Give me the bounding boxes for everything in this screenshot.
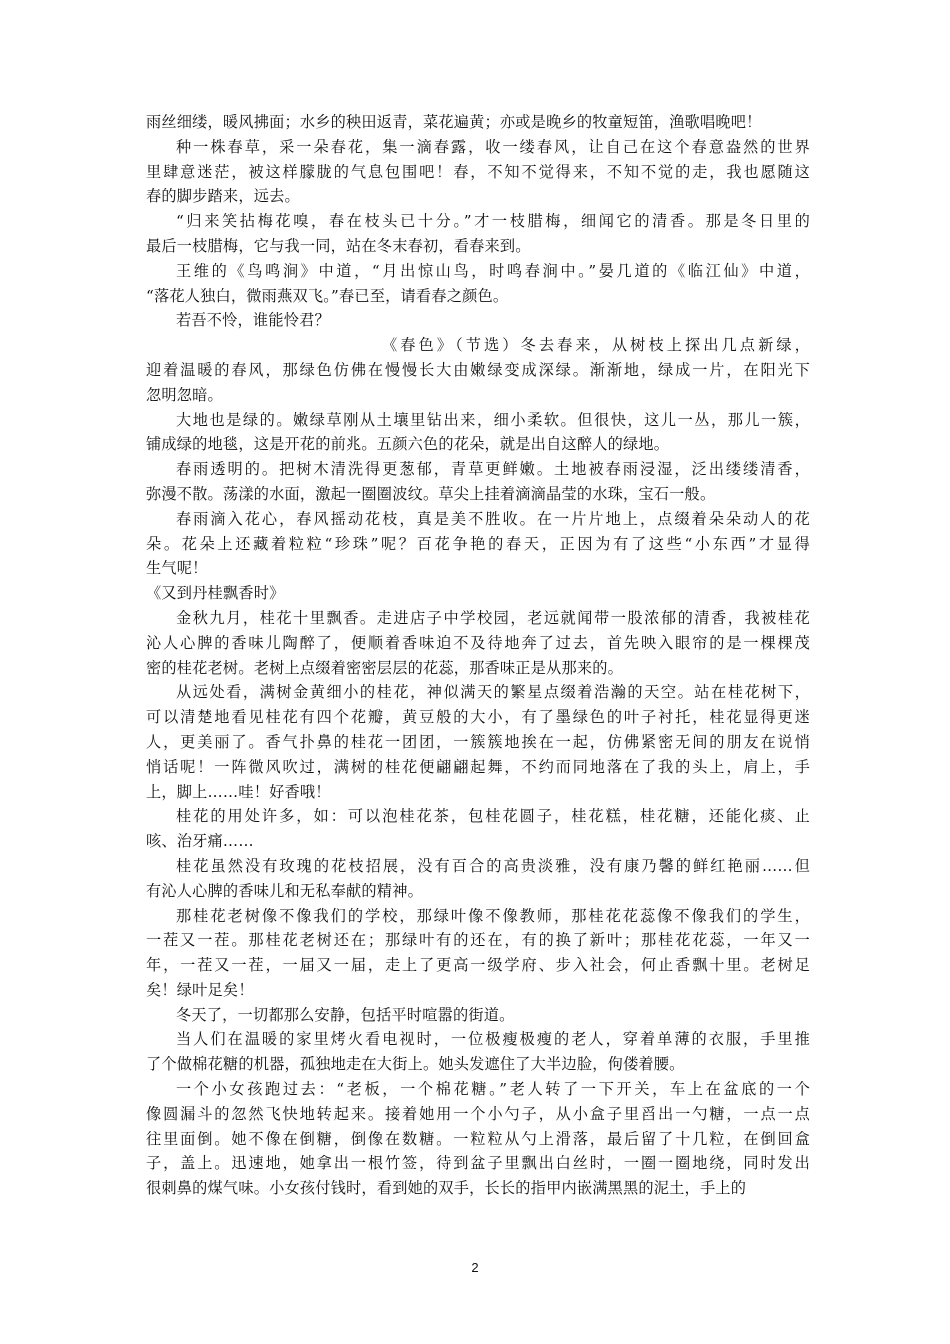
text-line: 弥漫不散。荡漾的水面，激起一圈圈波纹。草尖上挂着滴滴晶莹的水珠，宝石一般。 (146, 484, 716, 503)
text-line: 一个小女孩跑过去：“老板，一个棉花糖。”老人转了一下开关，车上在盆底的一个 (176, 1080, 810, 1099)
paragraph (146, 804, 810, 854)
text-line: 春的脚步踏来，远去。 (146, 187, 300, 206)
paragraph (146, 110, 810, 135)
paragraph (146, 135, 810, 209)
paragraph (146, 408, 810, 458)
paragraph (146, 209, 810, 259)
text-line: 咳、治牙痛…… (146, 832, 254, 851)
text-line: 密的桂花老树。老树上点缀着密密层层的花蕊，那香味正是从那来的。 (146, 658, 624, 677)
paragraph (146, 904, 810, 1003)
text-line: 有沁人心脾的香味儿和无私奉献的精神。 (146, 881, 423, 900)
text-line: 春雨滴入花心，春风摇动花枝，真是美不胜收。在一片片地上，点缀着朵朵动人的花 (176, 509, 810, 528)
text-line: 人，更美丽了。香气扑鼻的桂花一团团，一簇簇地挨在一起，仿佛紧密无间的朋友在说悄 (146, 732, 810, 751)
paragraph (146, 854, 810, 904)
paragraph (146, 680, 810, 804)
text-line: “落花人独白，微雨燕双飞。”春已至，请看春之颜色。 (146, 286, 509, 305)
text-line: 矣！绿叶足矣！ (146, 980, 254, 999)
text-line: 上，脚上……哇！好香哦！ (146, 782, 331, 801)
text-line: 从远处看，满树金黄细小的桂花，神似满天的繁星点缀着浩瀚的天空。站在桂花树下， (176, 683, 810, 702)
text-line: 当人们在温暖的家里烤火看电视时，一位极瘦极瘦的老人，穿着单薄的衣服，手里推 (176, 1030, 810, 1049)
text-line: 里肆意迷茫，被这样朦胧的气息包围吧！春，不知不觉得来，不知不觉的走，我也愿随这 (146, 162, 810, 181)
text-line: 那桂花老树像不像我们的学校，那绿叶像不像教师，那桂花花蕊像不像我们的学生， (176, 906, 810, 925)
paragraph (146, 1027, 810, 1077)
paragraph (146, 259, 810, 309)
text-line: 忽明忽暗。 (146, 385, 223, 404)
text-line: 王维的《鸟鸣涧》中道，“月出惊山鸟，时鸣春涧中。”晏几道的《临江仙》中道， (176, 261, 810, 280)
text-line: 《春色》（节选）冬去春来，从树枝上探出几点新绿， (382, 336, 810, 355)
paragraph (146, 308, 810, 333)
section-title-paragraph (146, 581, 810, 606)
document-body (146, 110, 810, 1201)
text-line: 迎着温暖的春风，那绿色仿佛在慢慢长大由嫩绿变成深绿。渐渐地，绿成一片，在阳光下 (146, 360, 810, 379)
paragraph (146, 507, 810, 581)
text-line: 生气呢！ (146, 559, 208, 578)
paragraph (146, 457, 810, 507)
text-line: 最后一枝腊梅，它与我一同，站在冬末春初，看春来到。 (146, 236, 531, 255)
text-line: 年，一茬又一茬，一届又一届，走上了更高一级学府、步入社会，何止香飘十里。老树足 (146, 956, 810, 975)
text-line: 悄话呢！一阵微风吹过，满树的桂花便翩翩起舞，不约而同地落在了我的头上，肩上，手 (146, 757, 810, 776)
text-line: 很刺鼻的煤气味。小女孩付钱时，看到她的双手，长长的指甲内嵌满黑黑的泥土，手上的 (146, 1179, 747, 1198)
text-line: 朵。花朵上还藏着粒粒“珍珠”呢？百花争艳的春天，正因为有了这些“小东西”才显得 (146, 534, 810, 553)
text-line: 一茬又一茬。那桂花老树还在；那绿叶有的还在，有的换了新叶；那桂花花蕊，一年又一 (146, 931, 810, 950)
text-line: 种一株春草，采一朵春花，集一滴春露，收一缕春风，让自己在这个春意盎然的世界 (176, 137, 810, 156)
section-title-paragraph (146, 333, 810, 407)
text-line: 大地也是绿的。嫩绿草刚从土壤里钻出来，细小柔软。但很快，这儿一丛，那儿一簇， (176, 410, 810, 429)
paragraph (146, 1003, 810, 1028)
text-line: 桂花虽然没有玫瑰的花枝招展，没有百合的高贵淡雅，没有康乃馨的鲜红艳丽……但 (176, 856, 810, 875)
text-line: 铺成绿的地毯，这是开花的前兆。五颜六色的花朵，就是出自这醉人的绿地。 (146, 435, 670, 454)
text-line: 雨丝细缕，暖风拂面；水乡的秧田返青，菜花遍黄；亦或是晚乡的牧童短笛，渔歌唱晚吧！ (146, 113, 762, 131)
text-line: 可以清楚地看见桂花有四个花瓣，黄豆般的大小，有了墨绿色的叶子衬托，桂花显得更迷 (146, 708, 810, 727)
text-line: 金秋九月，桂花十里飘香。走进店子中学校园，老远就闻带一股浓郁的清香，我被桂花 (176, 608, 810, 627)
text-line: 桂花的用处许多，如：可以泡桂花茶，包桂花圆子，桂花糕，桂花糖，还能化痰、止 (176, 807, 810, 826)
text-line: 了个做棉花糖的机器，孤独地走在大街上。她头发遮住了大半边脸，佝偻着腰。 (146, 1055, 685, 1074)
text-line: 像圆漏斗的忽然飞快地转起来。接着她用一个小勺子，从小盒子里舀出一勺糖，一点一点 (146, 1104, 810, 1123)
text-line: 子，盖上。迅速地，她拿出一根竹签，待到盆子里飘出白丝时，一圈一圈地绕，同时发出 (146, 1154, 810, 1173)
text-line: “归来笑拈梅花嗅，春在枝头已十分。”才一枝腊梅，细闻它的清香。那是冬日里的 (176, 212, 810, 231)
text-line: 沁人心脾的香味儿陶醉了，便顺着香味迫不及待地奔了过去，首先映入眼帘的是一棵棵茂 (146, 633, 810, 652)
text-line: 若吾不怜，谁能怜君？ (176, 311, 330, 330)
paragraph (146, 606, 810, 680)
paragraph (146, 1077, 810, 1201)
page-number: 2 (471, 1260, 479, 1275)
section-title: 《又到丹桂飘香时》 (146, 584, 285, 603)
text-line: 往里面倒。她不像在倒糖，倒像在数糖。一粒粒从勺上滑落，最后留了十几粒，在倒回盒 (146, 1129, 810, 1148)
text-line: 春雨透明的。把树木清洗得更葱郁，青草更鲜嫩。土地被春雨浸湿，泛出缕缕清香， (176, 460, 810, 479)
text-line: 冬天了，一切都那么安静，包括平时喧嚣的街道。 (176, 1005, 515, 1024)
